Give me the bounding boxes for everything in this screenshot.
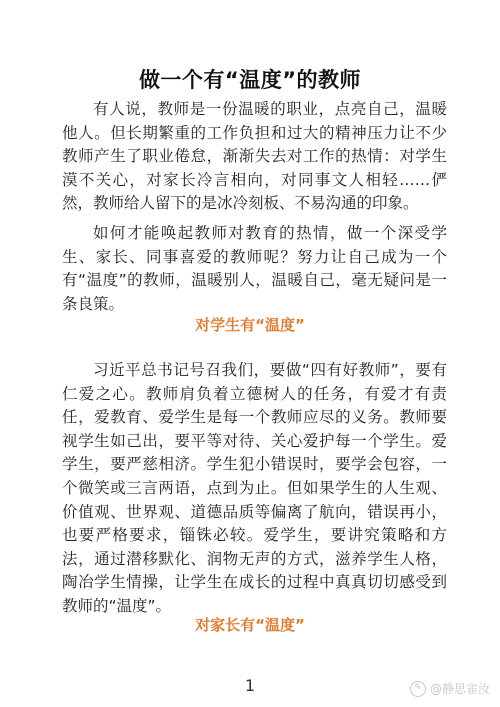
watermark [410, 680, 490, 697]
page-number: 1 [244, 676, 256, 695]
section-heading-parents: 对家长有“温度” [195, 616, 305, 634]
document-title: 做一个有“温度”的教师 [138, 68, 362, 92]
watermark-logo-icon: ✎ [410, 681, 426, 697]
section-heading-students: 对学生有“温度” [195, 316, 305, 334]
intro-paragraph-2: 如何才能唤起教师对教育的热情，做一个深受学生、家长、同事喜爱的教师呢？努力让自己成为一个有“温度”的教师，温暖别人，温暖自己，毫无疑问是一条良策。 [62, 224, 447, 313]
intro-paragraph-1: 有人说，教师是一份温暖的职业，点亮自己，温暖他人。但长期繁重的工作负担和过大的精神压力让不少教师产生了职业倦怠，渐渐失去对工作的热情：对学生漠不关心，对家长冷言相向，对同事文人相轻……俨然，教师给人留下的是冰冷刻板、不易沟通的印象。 [62, 100, 447, 213]
section-paragraph-students: 习近平总书记号召我们，要做“四有好教师”，要有仁爱之心。教师肩负着立德树人的任务，有爱才有责任，爱教育、爱学生是每一个教师应尽的义务。教师要视学生如己出，要平等对待、关心爱护每一个学生。爱学生，要严慈相济。学生犯小错误时，要学会包容，一个微笑或三言两语，点到为止。但如果学生的人生观、价值观、世界观、道德品质等偏离了航向，错误再小，也要严格要求，锱铢必较。爱学生，要讲究策略和方法，通过潜移默化、润物无声的方式，滋养学生人格，陶冶学生情操，让学生在成长的过程中真真切切感受到教师的“温度”。 [62, 361, 447, 615]
watermark-text: @静思雀汝 [429, 682, 490, 696]
